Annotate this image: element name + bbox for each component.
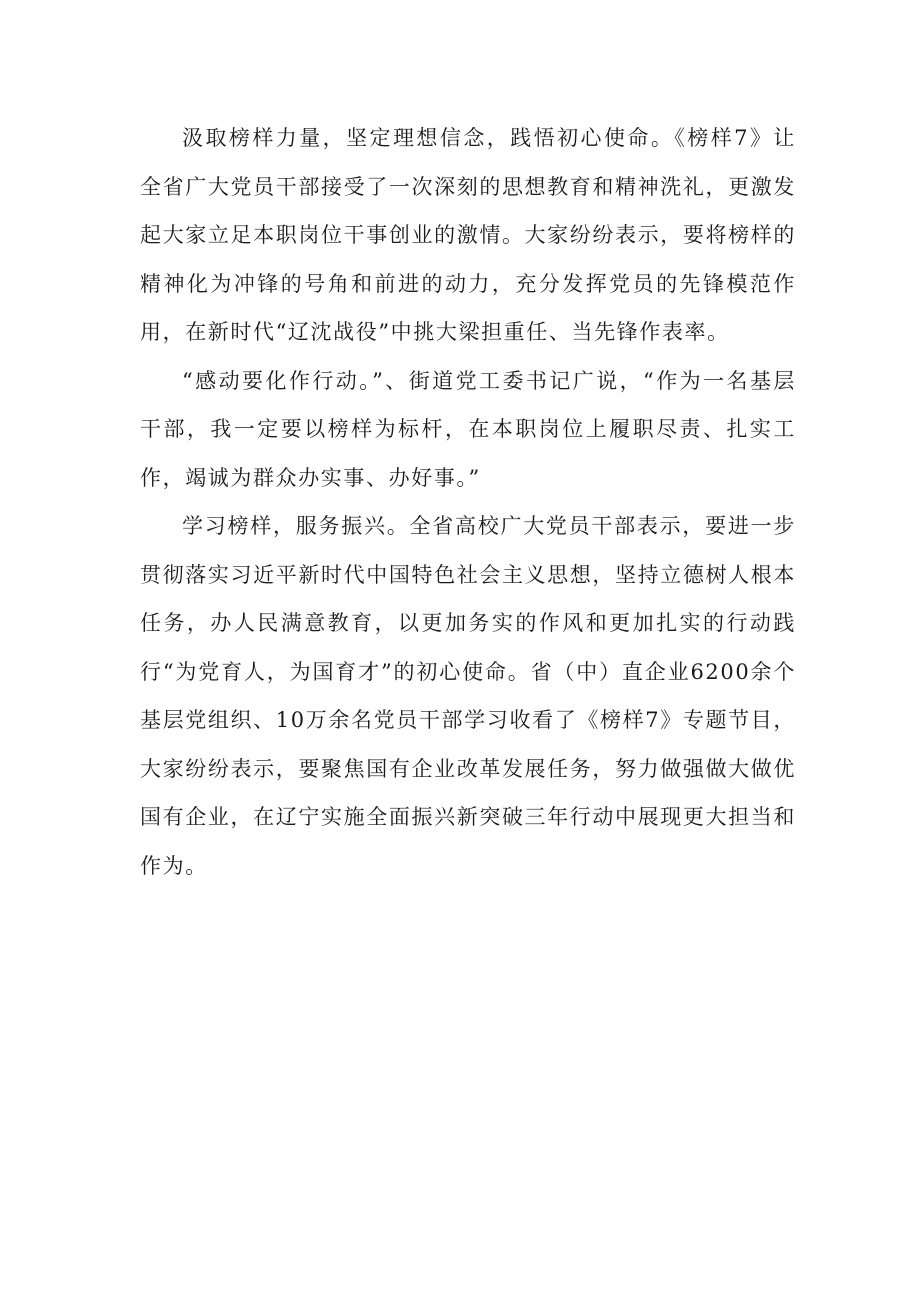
paragraph-2: “感动要化作行动。”、街道党工委书记广说，“作为一名基层干部，我一定要以榜样为标杆，在本职岗位上履职尽责、扎实工作，竭诚为群众办实事、办好事。” bbox=[140, 368, 796, 490]
document-body bbox=[140, 114, 796, 890]
paragraph-1: 汲取榜样力量，坚定理想信念，践悟初心使命。《榜样7》让全省广大党员干部接受了一次深刻的思想教育和精神洗礼，更激发起大家立足本职岗位干事创业的激情。大家纷纷表示，要将榜样的精神化为冲锋的号角和前进的动力，充分发挥党员的先锋模范作用，在新时代“辽沈战役”中挑大梁担重任、当先锋作表率。 bbox=[140, 126, 796, 344]
paragraph-3: 学习榜样，服务振兴。全省高校广大党员干部表示，要进一步贯彻落实习近平新时代中国特色社会主义思想，坚持立德树人根本任务，办人民满意教育，以更加务实的作风和更加扎实的行动践行“为党育人，为国育才”的初心使命。省（中）直企业6200余个基层党组织、10万余名党员干部学习收看了《榜样7》专题节目，大家纷纷表示，要聚焦国有企业改革发展任务，努力做强做大做优国有企业，在辽宁实施全面振兴新突破三年行动中展现更大担当和作为。 bbox=[140, 514, 796, 878]
